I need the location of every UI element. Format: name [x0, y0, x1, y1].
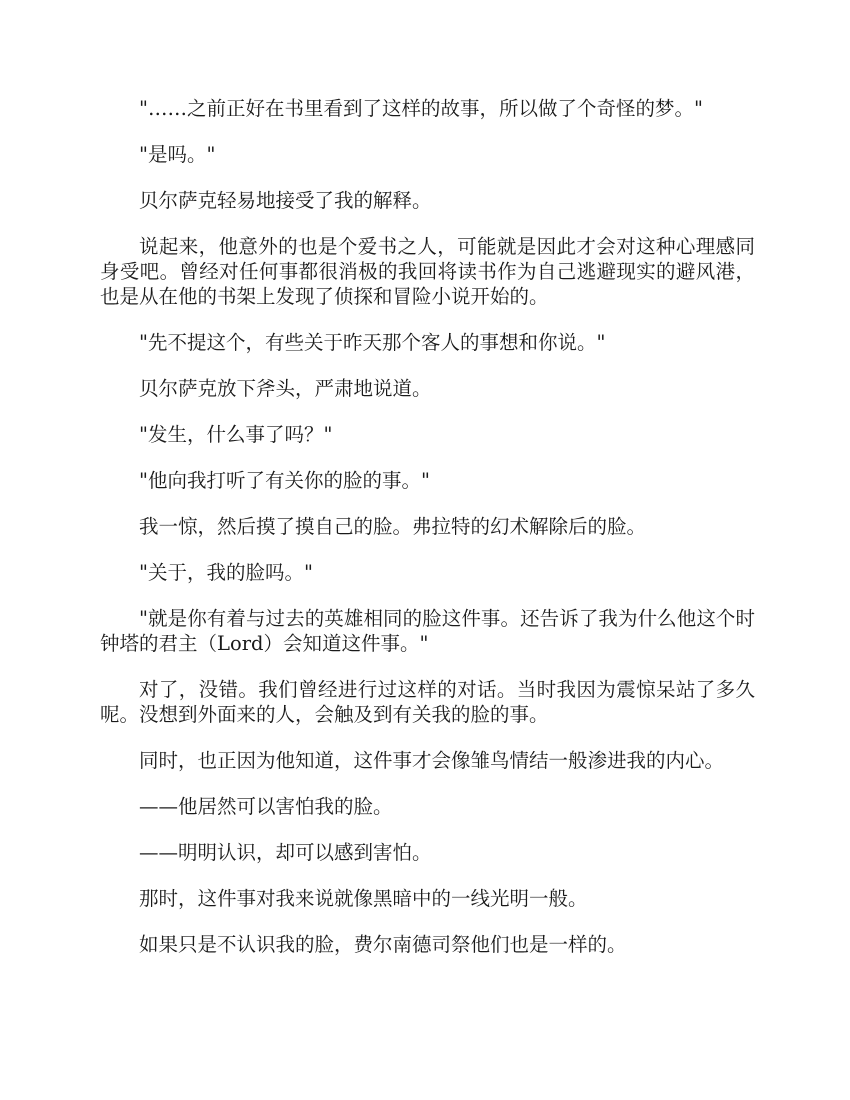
paragraph: ——明明认识，却可以感到害怕。 [139, 841, 432, 864]
paragraph: 如果只是不认识我的脸，费尔南德司祭他们也是一样的。 [139, 933, 627, 956]
paragraph: "……之前正好在书里看到了这样的故事，所以做了个奇怪的梦。" [139, 97, 703, 120]
paragraph: 说起来，他意外的也是个爱书之人，可能就是因此才会对这种心理感同身受吧。曾经对任何事都很消极的我回将读书作为自己逃避现实的避风港，也是从在他的书架上发现了侦探和冒险小说开始的。 [100, 235, 755, 308]
paragraph: "先不提这个，有些关于昨天那个客人的事想和你说。" [139, 331, 606, 354]
paragraph: ——他居然可以害怕我的脸。 [139, 795, 393, 818]
paragraph: "就是你有着与过去的英雄相同的脸这件事。还告诉了我为什么他这个时钟塔的君主（Lord）会知道这件事。" [100, 607, 755, 655]
paragraph: 对了，没错。我们曾经进行过这样的对话。当时我因为震惊呆站了多久呢。没想到外面来的人，会触及到有关我的脸的事。 [100, 678, 755, 726]
paragraph: "发生，什么事了吗？" [139, 423, 333, 446]
paragraph: "是吗。" [139, 143, 216, 166]
paragraph: "他向我打听了有关你的脸的事。" [139, 469, 430, 492]
document-body [100, 96, 755, 978]
paragraph: "关于，我的脸吗。" [139, 561, 313, 584]
paragraph: 同时，也正因为他知道，这件事才会像雏鸟情结一般渗进我的内心。 [139, 749, 725, 772]
paragraph: 我一惊，然后摸了摸自己的脸。弗拉特的幻术解除后的脸。 [139, 515, 647, 538]
paragraph: 那时，这件事对我来说就像黑暗中的一线光明一般。 [139, 887, 588, 910]
paragraph: 贝尔萨克轻易地接受了我的解释。 [139, 189, 432, 212]
paragraph: 贝尔萨克放下斧头，严肃地说道。 [139, 377, 432, 400]
